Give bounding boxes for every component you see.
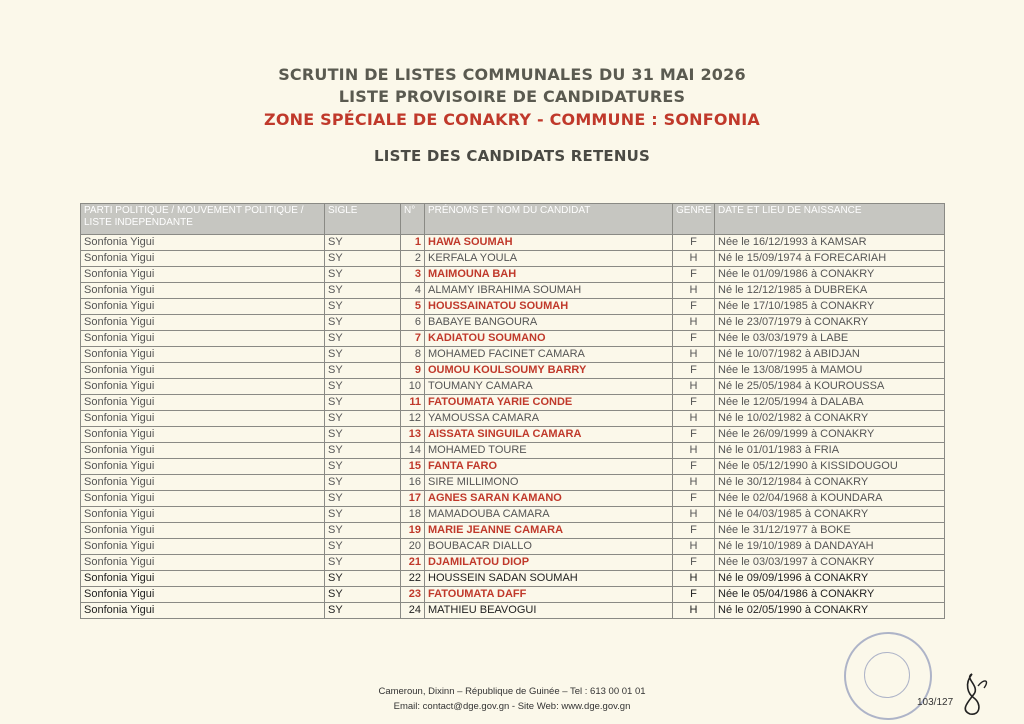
cell-genre: H bbox=[673, 411, 715, 427]
cell-parti: Sonfonia Yigui bbox=[81, 523, 325, 539]
cell-sigle: SY bbox=[325, 523, 401, 539]
cell-genre: H bbox=[673, 283, 715, 299]
cell-nom: MAMADOUBA CAMARA bbox=[425, 507, 673, 523]
cell-parti: Sonfonia Yigui bbox=[81, 411, 325, 427]
cell-parti: Sonfonia Yigui bbox=[81, 379, 325, 395]
cell-parti: Sonfonia Yigui bbox=[81, 235, 325, 251]
list-subtitle: LISTE PROVISOIRE DE CANDIDATURES bbox=[338, 87, 686, 106]
table-row bbox=[81, 523, 945, 539]
cell-genre: H bbox=[673, 443, 715, 459]
cell-sigle: SY bbox=[325, 267, 401, 283]
cell-naissance: Né le 09/09/1996 à CONAKRY bbox=[715, 571, 945, 587]
table-row bbox=[81, 347, 945, 363]
cell-sigle: SY bbox=[325, 283, 401, 299]
cell-genre: F bbox=[673, 299, 715, 315]
table-row bbox=[81, 379, 945, 395]
cell-genre: F bbox=[673, 267, 715, 283]
footer-contact: Email: contact@dge.gov.gn - Site Web: www.dge.gov.gn bbox=[393, 701, 631, 712]
cell-nom: KERFALA YOULA bbox=[425, 251, 673, 267]
table-row bbox=[81, 507, 945, 523]
cell-naissance: Né le 30/12/1984 à CONAKRY bbox=[715, 475, 945, 491]
table-row bbox=[81, 331, 945, 347]
cell-parti: Sonfonia Yigui bbox=[81, 331, 325, 347]
cell-nom: DJAMILATOU DIOP bbox=[425, 555, 673, 571]
cell-sigle: SY bbox=[325, 587, 401, 603]
cell-num: 23 bbox=[401, 587, 425, 603]
table-row bbox=[81, 555, 945, 571]
cell-num: 20 bbox=[401, 539, 425, 555]
cell-genre: H bbox=[673, 379, 715, 395]
cell-sigle: SY bbox=[325, 443, 401, 459]
cell-sigle: SY bbox=[325, 347, 401, 363]
cell-parti: Sonfonia Yigui bbox=[81, 587, 325, 603]
cell-sigle: SY bbox=[325, 507, 401, 523]
cell-genre: F bbox=[673, 555, 715, 571]
cell-nom: FATOUMATA YARIE CONDE bbox=[425, 395, 673, 411]
cell-genre: H bbox=[673, 603, 715, 619]
cell-naissance: Né le 12/12/1985 à DUBREKA bbox=[715, 283, 945, 299]
cell-naissance: Né le 10/07/1982 à ABIDJAN bbox=[715, 347, 945, 363]
cell-nom: MOHAMED FACINET CAMARA bbox=[425, 347, 673, 363]
table-row bbox=[81, 587, 945, 603]
table-row bbox=[81, 539, 945, 555]
cell-nom: HAWA SOUMAH bbox=[425, 235, 673, 251]
cell-nom: FANTA FARO bbox=[425, 459, 673, 475]
cell-nom: OUMOU KOULSOUMY BARRY bbox=[425, 363, 673, 379]
cell-naissance: Née le 03/03/1979 à LABE bbox=[715, 331, 945, 347]
cell-sigle: SY bbox=[325, 571, 401, 587]
table-row bbox=[81, 395, 945, 411]
cell-nom: TOUMANY CAMARA bbox=[425, 379, 673, 395]
table-row bbox=[81, 411, 945, 427]
cell-naissance: Né le 04/03/1985 à CONAKRY bbox=[715, 507, 945, 523]
candidates-table bbox=[80, 203, 945, 619]
cell-genre: H bbox=[673, 475, 715, 491]
cell-parti: Sonfonia Yigui bbox=[81, 555, 325, 571]
cell-naissance: Née le 12/05/1994 à DALABA bbox=[715, 395, 945, 411]
col-header-naissance: DATE ET LIEU DE NAISSANCE bbox=[715, 204, 945, 235]
cell-genre: H bbox=[673, 251, 715, 267]
cell-sigle: SY bbox=[325, 475, 401, 491]
cell-sigle: SY bbox=[325, 379, 401, 395]
table-row bbox=[81, 491, 945, 507]
cell-sigle: SY bbox=[325, 427, 401, 443]
election-title: SCRUTIN DE LISTES COMMUNALES DU 31 MAI 2026 bbox=[278, 65, 746, 84]
cell-naissance: Née le 02/04/1968 à KOUNDARA bbox=[715, 491, 945, 507]
cell-sigle: SY bbox=[325, 299, 401, 315]
table-row bbox=[81, 427, 945, 443]
cell-nom: KADIATOU SOUMANO bbox=[425, 331, 673, 347]
cell-parti: Sonfonia Yigui bbox=[81, 571, 325, 587]
cell-num: 7 bbox=[401, 331, 425, 347]
cell-num: 5 bbox=[401, 299, 425, 315]
cell-nom: MATHIEU BEAVOGUI bbox=[425, 603, 673, 619]
cell-parti: Sonfonia Yigui bbox=[81, 347, 325, 363]
table-header-row bbox=[81, 204, 945, 235]
cell-parti: Sonfonia Yigui bbox=[81, 395, 325, 411]
table-row bbox=[81, 299, 945, 315]
cell-num: 14 bbox=[401, 443, 425, 459]
cell-genre: F bbox=[673, 427, 715, 443]
cell-num: 4 bbox=[401, 283, 425, 299]
table-row bbox=[81, 603, 945, 619]
cell-sigle: SY bbox=[325, 539, 401, 555]
cell-genre: H bbox=[673, 539, 715, 555]
footer-address: Cameroun, Dixinn – République de Guinée – Tel : 613 00 01 01 bbox=[378, 686, 646, 697]
col-header-sigle: SIGLE bbox=[325, 204, 401, 235]
cell-genre: F bbox=[673, 459, 715, 475]
table-row bbox=[81, 475, 945, 491]
cell-parti: Sonfonia Yigui bbox=[81, 283, 325, 299]
cell-genre: F bbox=[673, 523, 715, 539]
cell-parti: Sonfonia Yigui bbox=[81, 267, 325, 283]
cell-num: 10 bbox=[401, 379, 425, 395]
cell-num: 19 bbox=[401, 523, 425, 539]
cell-naissance: Née le 13/08/1995 à MAMOU bbox=[715, 363, 945, 379]
cell-nom: HOUSSEIN SADAN SOUMAH bbox=[425, 571, 673, 587]
cell-sigle: SY bbox=[325, 315, 401, 331]
cell-sigle: SY bbox=[325, 555, 401, 571]
cell-naissance: Née le 05/12/1990 à KISSIDOUGOU bbox=[715, 459, 945, 475]
cell-naissance: Né le 25/05/1984 à KOUROUSSA bbox=[715, 379, 945, 395]
cell-parti: Sonfonia Yigui bbox=[81, 251, 325, 267]
table-row bbox=[81, 251, 945, 267]
page-number: 103/127 bbox=[917, 697, 954, 708]
table-row bbox=[81, 315, 945, 331]
zone-title: ZONE SPÉCIALE DE CONAKRY - COMMUNE : SONFONIA bbox=[264, 110, 760, 129]
cell-naissance: Né le 15/09/1974 à FORECARIAH bbox=[715, 251, 945, 267]
cell-nom: ALMAMY IBRAHIMA SOUMAH bbox=[425, 283, 673, 299]
cell-num: 15 bbox=[401, 459, 425, 475]
cell-genre: F bbox=[673, 331, 715, 347]
cell-sigle: SY bbox=[325, 395, 401, 411]
cell-genre: F bbox=[673, 491, 715, 507]
cell-num: 24 bbox=[401, 603, 425, 619]
cell-num: 18 bbox=[401, 507, 425, 523]
cell-naissance: Né le 10/02/1982 à CONAKRY bbox=[715, 411, 945, 427]
cell-parti: Sonfonia Yigui bbox=[81, 443, 325, 459]
cell-naissance: Née le 31/12/1977 à BOKE bbox=[715, 523, 945, 539]
cell-naissance: Née le 03/03/1997 à CONAKRY bbox=[715, 555, 945, 571]
cell-genre: F bbox=[673, 363, 715, 379]
cell-sigle: SY bbox=[325, 331, 401, 347]
cell-nom: YAMOUSSA CAMARA bbox=[425, 411, 673, 427]
cell-genre: F bbox=[673, 235, 715, 251]
cell-genre: H bbox=[673, 347, 715, 363]
cell-sigle: SY bbox=[325, 459, 401, 475]
cell-num: 1 bbox=[401, 235, 425, 251]
table-row bbox=[81, 283, 945, 299]
cell-num: 12 bbox=[401, 411, 425, 427]
cell-sigle: SY bbox=[325, 251, 401, 267]
cell-num: 11 bbox=[401, 395, 425, 411]
cell-genre: H bbox=[673, 571, 715, 587]
cell-num: 3 bbox=[401, 267, 425, 283]
cell-parti: Sonfonia Yigui bbox=[81, 475, 325, 491]
cell-nom: AISSATA SINGUILA CAMARA bbox=[425, 427, 673, 443]
cell-sigle: SY bbox=[325, 363, 401, 379]
cell-naissance: Née le 16/12/1993 à KAMSAR bbox=[715, 235, 945, 251]
cell-genre: H bbox=[673, 315, 715, 331]
cell-nom: BABAYE BANGOURA bbox=[425, 315, 673, 331]
cell-nom: HOUSSAINATOU SOUMAH bbox=[425, 299, 673, 315]
cell-num: 6 bbox=[401, 315, 425, 331]
cell-parti: Sonfonia Yigui bbox=[81, 491, 325, 507]
cell-num: 2 bbox=[401, 251, 425, 267]
cell-naissance: Née le 01/09/1986 à CONAKRY bbox=[715, 267, 945, 283]
cell-naissance: Né le 19/10/1989 à DANDAYAH bbox=[715, 539, 945, 555]
cell-parti: Sonfonia Yigui bbox=[81, 315, 325, 331]
cell-nom: AGNES SARAN KAMANO bbox=[425, 491, 673, 507]
cell-num: 9 bbox=[401, 363, 425, 379]
section-title: LISTE DES CANDIDATS RETENUS bbox=[374, 147, 650, 165]
col-header-genre: GENRE bbox=[673, 204, 715, 235]
cell-nom: FATOUMATA DAFF bbox=[425, 587, 673, 603]
cell-num: 22 bbox=[401, 571, 425, 587]
table-row bbox=[81, 459, 945, 475]
cell-parti: Sonfonia Yigui bbox=[81, 539, 325, 555]
col-header-num: N° bbox=[401, 204, 425, 235]
table-row bbox=[81, 571, 945, 587]
cell-naissance: Né le 23/07/1979 à CONAKRY bbox=[715, 315, 945, 331]
cell-nom: MAIMOUNA BAH bbox=[425, 267, 673, 283]
cell-nom: MOHAMED TOURE bbox=[425, 443, 673, 459]
cell-nom: BOUBACAR DIALLO bbox=[425, 539, 673, 555]
cell-genre: F bbox=[673, 587, 715, 603]
col-header-parti: PARTI POLITIQUE / MOUVEMENT POLITIQUE / LISTE INDEPENDANTE bbox=[81, 204, 325, 235]
cell-genre: F bbox=[673, 395, 715, 411]
cell-num: 16 bbox=[401, 475, 425, 491]
cell-naissance: Née le 26/09/1999 à CONAKRY bbox=[715, 427, 945, 443]
col-header-nom: PRÉNOMS ET NOM DU CANDIDAT bbox=[425, 204, 673, 235]
cell-num: 21 bbox=[401, 555, 425, 571]
cell-parti: Sonfonia Yigui bbox=[81, 427, 325, 443]
cell-parti: Sonfonia Yigui bbox=[81, 363, 325, 379]
seal-emblem bbox=[864, 652, 910, 698]
cell-nom: MARIE JEANNE CAMARA bbox=[425, 523, 673, 539]
cell-parti: Sonfonia Yigui bbox=[81, 603, 325, 619]
cell-sigle: SY bbox=[325, 411, 401, 427]
cell-sigle: SY bbox=[325, 235, 401, 251]
cell-nom: SIRE MILLIMONO bbox=[425, 475, 673, 491]
cell-naissance: Né le 01/01/1983 à FRIA bbox=[715, 443, 945, 459]
cell-parti: Sonfonia Yigui bbox=[81, 459, 325, 475]
signature-icon bbox=[950, 668, 1000, 718]
cell-naissance: Née le 05/04/1986 à CONAKRY bbox=[715, 587, 945, 603]
cell-num: 17 bbox=[401, 491, 425, 507]
document-header bbox=[0, 64, 1024, 166]
table-row bbox=[81, 363, 945, 379]
cell-genre: H bbox=[673, 507, 715, 523]
cell-naissance: Née le 17/10/1985 à CONAKRY bbox=[715, 299, 945, 315]
table-row bbox=[81, 235, 945, 251]
cell-naissance: Né le 02/05/1990 à CONAKRY bbox=[715, 603, 945, 619]
cell-num: 8 bbox=[401, 347, 425, 363]
cell-parti: Sonfonia Yigui bbox=[81, 299, 325, 315]
cell-num: 13 bbox=[401, 427, 425, 443]
cell-parti: Sonfonia Yigui bbox=[81, 507, 325, 523]
cell-sigle: SY bbox=[325, 603, 401, 619]
cell-sigle: SY bbox=[325, 491, 401, 507]
table-row bbox=[81, 267, 945, 283]
table-row bbox=[81, 443, 945, 459]
